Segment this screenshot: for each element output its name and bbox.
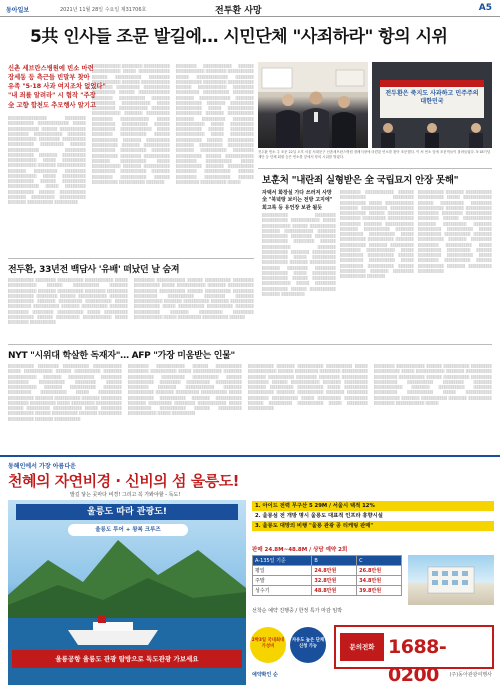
price-cell: 26.8만원 [357,566,402,576]
ad-company: (주)동아관광여행사 [449,672,492,678]
article2-body-col1: ░░░░░░░░░░ ░░░░░░░░ ░░░░░░░░░░ ░░░░░░░░░░░ ░░░░░ ░░░░░░░░░░░ ░░░░░░ ░░░░░░░░░░ ░░░░░░░ ░░░░░░░░░░░ ░░░░░░░ ░░░░░░░░░░ ░░░░░░░░ ░░░░░░░░ ░░░░░░░░░░ ░░░░░░░░ ░░░░░░ ░░░░░░░░░░░ ░░░░░░░ ░░░░░░░░░░ ░░░░░░░ ░░░░░░░░░ ░░░░░░░░░░ ░░░░░ ░░░░░░░░░ ░░░░░░░░░░ ░░░░░░░ ░░░░░░░░░░ ░░░░░░░ ░░░░░░░░ ░░░░░░░░ ░░░░░░░░░░ ░░░░░ ░░░░░░░░░ ░░░░░░░░░░ ░░░░░░ ░░░░░░░░░ ░░░░░░░░░░░ ░░░░░ ░░░░░░░░ ░░░░░░░░░░ ░░░░░░ ░░░░░░░░░░ ░░░░░░░ ░░░░░░░░░ [262,213,336,296]
divider [258,168,492,169]
protest-photo [372,62,492,148]
subhead: "내 죄를 알려라" 시 혐작 "주장 [8,92,96,100]
divider [8,258,254,259]
subhead: 신촌 세브란스병원에 빈소 마련 [8,65,94,72]
article3-headline: 전두환, 33년전 백담사 '유배' 떠났던 날 숨져 [8,265,180,275]
ad-feature-item: 2. 울릉섬 전 개방 명시 울릉도 대표적 인프라 휴향시설 [255,513,383,520]
ad-ticket-label: 울릉도 투어 + 왕복 크루즈 [68,524,188,536]
ad-phone-number[interactable]: 1688-0200 [388,636,447,686]
subhead: 자택서 화장실 가다 쓰러져 사망 [262,190,332,196]
ad-hotel-photo [408,555,494,605]
ad-title: 천혜의 자연비경 · 신비의 섬 울릉도! [8,472,240,490]
subhead: 장세동 등 측근들 빈말부 찾아 [8,74,90,82]
price-cell: 34.8만원 [357,576,402,586]
price-cell: 24.8만원 [312,566,357,576]
article2-subheads [262,190,332,212]
ad-sub-banner: 울릉공항 울릉도 관광 탐방으로 독도관광 가보세요 [12,650,242,668]
ad-badge-1: 2박3일 국내최대 가성비 [250,627,286,663]
ad-banner: 울릉도 따라 관광도! [16,504,238,520]
main-headline: 5共 인사들 조문 발길에… 시민단체 "사죄하라" 항의 시위 [30,27,448,47]
page-number: A5 [478,3,492,13]
article3-body-col2: ░░░░░░░░ ░░░░░░░░░░░ ░░░░░░ ░░░░░░░░░░ ░░░░░░░░ ░░░░░░░░░░ ░░░░░ ░░░░░░░░░░░ ░░░░░░░ ░░░░░░░░░░ ░░░░░░░░░ ░░░░░░░░░░ ░░░░░░ ░░░░░░░░░░ ░░░░░░░░ ░░░░░░░░░ ░░░░░░░░░░ ░░░░░░░░ ░░░░░░░ ░░░░░░░░░░░ ░░░░░░░ ░░░░░░░░░░ ░░░░░░░ ░░░░░░░░░ ░░░░░░░░░░ ░░░░░ ░░░░░░░░░░ ░░░░░░░░░░ ░░░░░░░ ░░░░░░░░░░ ░░░░░░░ ░░░░░░░░░ ░░░░░░░░ ░░░░░░░░░░░ ░░░░░ ░░░░░░░░░ ░░░░░░░░░░ ░░░░░░ [134,278,254,319]
subhead: 유족 "5·18 사과 여지조차 없었다" [8,83,106,91]
article2-body-col3: ░░░░░░░░░░ ░░░░░░░ ░░░░░░░░░░ ░░░░░░░░░░ ░░░░░ ░░░░░░░░░░░ ░░░░░░ ░░░░░░░░░ ░░░░░░░░ ░░░░░░░░░░ ░░░░░░░ ░░░░░░░░░░ ░░░░░░░░ ░░░░░░░░ ░░░░░░░░░░ ░░░░░░░░ ░░░░░░ ░░░░░░░░░░░ ░░░░░░░ ░░░░░░░░░ ░░░░░░░ ░░░░░░░░░ ░░░░░░░░░░ ░░░░░ ░░░░░░░░░ ░░░░░░░░░░ ░░░░░░░ ░░░░░░░░░░ ░░░░░░░ ░░░░░░░░ ░░░░░░░░ ░░░░░░░░░░ ░░░░░ ░░░░░░░░░ ░░░░░░░░░ ░░░░░░ ░░░░░░░░░ ░░░░░░░░░░ ░░░░░ ░░░░░░░░ ░░░░░░░░░░ ░░░░░░ ░░░░░░░░░░ ░░░░░░░ ░░░░░░░░░ ░░░░░░░░░░ [418,190,492,273]
article1-body-col3: ░░░░░░░░ ░░░░░░░░░░░ ░░░░░░ ░░░░░░░░░░░ ░░░░░░░░ ░░░░░░░░░░ ░░░░░ ░░░░░░░░░░░░ ░░░░░░░ ░░░░░░░░░░ ░░░░░░░░░ ░░░░░░░░░░ ░░░░░░ ░░░░░░░░░░░ ░░░░░░░░ ░░░░░░░░░ ░░░░░░░░░░ ░░░░░░░░ ░░░░░░░ ░░░░░░░░░░░░ ░░░░░░░ ░░░░░░░░░░ ░░░░░░░ ░░░░░░░░░ ░░░░░░░░░░ ░░░░░ ░░░░░░░░░░ ░░░░░░░░░░ ░░░░░░░ ░░░░░░░░░░ ░░░░░░░ ░░░░░░░░░ ░░░░░░░░ ░░░░░░░░░░░ ░░░░░ ░░░░░░░░░ ░░░░░░░░░░ ░░░░░░ ░░░░░░░░░ ░░░░░░░░░░░ ░░░░░ ░░░░░░░░░ ░░░░░░░░░░ ░░░░░░ ░░░░░░░░░░ ░░░░░░░ ░░░░░░░░░ ░░░░░░░░░░ ░░░░░░░ ░░░░░░░░░░ ░░░░░░░░ ░░░░░░░░░░ ░░░░░░ ░░░░░░░░░░░ ░░░░░░░░ ░░░░░░░░░░ ░░░░░ ░░░░░░░░░░ ░░░░░░░ ░░░░░░░░░░ ░░░░░░░░ ░░░░░░░░░░ ░░░░░░ ░░░░░░░░ ░░░░░░░░░░ ░░░░░░ ░░░░░░░░░ ░░░░░░░░░░ ░░░░░ [176,64,254,184]
article2-body-col2: ░░░░░░░░ ░░░░░░░░░░░ ░░░░░░ ░░░░░░░░░░ ░░░░░░░░ ░░░░░░░░░░ ░░░░░ ░░░░░░░░░░░ ░░░░░░░ ░░░░░░░░░░ ░░░░░░░░░ ░░░░░░░░░░ ░░░░░░ ░░░░░░░░░░ ░░░░░░░░ ░░░░░░░░░ ░░░░░░░░░░ ░░░░░░░░ ░░░░░░░ ░░░░░░░░░░░ ░░░░░░░ ░░░░░░░░░░ ░░░░░░░ ░░░░░░░░░ ░░░░░░░░░░ ░░░░░ ░░░░░░░░░░ ░░░░░░░░░░ ░░░░░░░ ░░░░░░░░░░ ░░░░░░░ ░░░░░░░░░ ░░░░░░░░ ░░░░░░░░░░░ ░░░░░ ░░░░░░░░░ ░░░░░░░░░░ ░░░░░░ ░░░░░░░░░ ░░░░░░░░░░ ░░░░░ ░░░░░░░░░ ░░░░░░░░░░ ░░░░░░ ░░░░░░░░░░ ░░░░░░░ ░░░░░░░░ ░░░░░░░░░░ ░░░░░░░ [340,190,414,279]
price-header-cell: C [357,556,402,566]
newspaper-name: 동아일보 [6,7,30,14]
ad-hotline-label: 문의전화 [340,633,384,661]
ad-booking-label: 예약확인 순 [252,672,278,678]
subhead: 회고록 등 유언장 보관 될듯 [262,204,323,211]
mourner-photo-graphic [258,62,368,148]
price-cell: 39.8만원 [357,586,402,596]
hotel-graphic [408,555,494,605]
price-cell: 48.8만원 [312,586,357,596]
ad-bottom-note: 선착순 예약 진행중 / 한정 특가 마감 임박 [252,608,343,614]
advertisement[interactable] [0,455,500,691]
article4-headline: NYT "시위대 학살한 독재자"… AFP "가장 미움받는 인물" [8,351,235,361]
price-cell: 32.8만원 [312,576,357,586]
ad-tagline: 동해인에서 가장 아름다운 [8,463,76,470]
price-header-cell: B [312,556,357,566]
mourner-photo [258,62,368,148]
article1-photo-caption: 전두환 빈소 주 조문 22일 오후 서울 서대문구 신촌세브란스병원 장례식장에 마련된 빈소를 찾아 조문했다. 이 씨 빈소 앞에 조문객들이 몰려들었다. 5·18기념재단 등 단체 회원 등은 빈소를 앞에서 항의 시위를 벌였다. [258,150,491,160]
divider [8,344,492,345]
section-title: 전투환 사망 [215,6,262,16]
article4-body-col1: ░░░░░░░░░░ ░░░░░░░░ ░░░░░░░░░░ ░░░░░░░░░░░ ░░░░░ ░░░░░░░░░░░ ░░░░░░ ░░░░░░░░░░ ░░░░░░░ ░░░░░░░░░░░ ░░░░░░░ ░░░░░░░░░░ ░░░░░░░░ ░░░░░░░░ ░░░░░░░░░░ ░░░░░░░░ ░░░░░░ ░░░░░░░░░░░ ░░░░░░░ ░░░░░░░░░░ ░░░░░░░ ░░░░░░░░░ ░░░░░░░░░░ ░░░░░ ░░░░░░░░░ ░░░░░░░░░░ ░░░░░░░ ░░░░░░░░░░ ░░░░░░░ ░░░░░░░░ ░░░░░░░░ ░░░░░░░░░░ ░░░░░ ░░░░░░░░░ ░░░░░░░░░░ ░░░░░░ ░░░░░░░░░ ░░░░░░░░░░░ ░░░░░ ░░░░░░░░ ░░░░░░░░░░ ░░░░░░ ░░░░░░░░░░ ░░░░░░░ ░░░░░░░░░ ░░░░░░░░░░ ░░░░░░░ ░░░░░░░░░░ [8,364,122,421]
ad-subtitle: 발길 닿는 곳마다 비경! 그리고 꼭 가봐야할 - 독도! [70,492,181,498]
ad-feature-item: 3. 울릉도 대망의 비행 "울릉 관광 공 티케팅 판매" [252,521,494,531]
article4-body-col4: ░░░░░░░░ ░░░░░░░░░░░ ░░░░░░ ░░░░░░░░░░ ░░░░░░░░ ░░░░░░░░░░ ░░░░░ ░░░░░░░░░░░ ░░░░░░░ ░░░░░░░░░░ ░░░░░░░░░ ░░░░░░░░░░ ░░░░░░ ░░░░░░░░░░ ░░░░░░░░ ░░░░░░░░░ ░░░░░░░░░░ ░░░░░░░░ ░░░░░░░ ░░░░░░░░░░░ ░░░░░░░ ░░░░░░░░░░ ░░░░░░░ ░░░░░░░░░ ░░░░░░░░░░ ░░░░░ ░░░░░░░░░░ ░░░░░░░░░░ ░░░░░░░ ░░░░░░░░░░ ░░░░░░░ ░░░░░░░░░ ░░░░░░░░ ░░░░░░░░░░░ ░░░░░ [374,364,492,405]
article1-body-col1: ░░░░░░░░░░░░░░░ ░░░░░░░░ ░░░░░░░░░░ ░░░░░░░░░░░░ ░░░░░ ░░░░░░░░░░░░ ░░░░░░ ░░░░░░░░░░ ░░░░░░░░ ░░░░░░░░░░░ ░░░░░░░ ░░░░░░░░░░░ ░░░░░░░░ ░░░░░░░░░ ░░░░░░░░░░ ░░░░░░░░░ ░░░░░░ ░░░░░░░░░░░░ ░░░░░░░░ ░░░░░░░░░░ ░░░░░░░ ░░░░░░░░░ ░░░░░░░░░░░ ░░░░░ ░░░░░░░░░ ░░░░░░░░░░░ ░░░░░░░ ░░░░░░░░░░░ ░░░░░░░ ░░░░░░░░░ ░░░░░░░░ ░░░░░░░░░░░ ░░░░░ ░░░░░░░░░ ░░░░░░░░░░ ░░░░░░ ░░░░░░░░░ ░░░░░░░░░░░░ ░░░░░ ░░░░░░░░ ░░░░░░░░░░ ░░░░░░ ░░░░░░░░░░ ░░░░░░░ ░░░░░░░░░ ░░░░░░░░░░ ░░░░░░░ ░░░░░░░░░░ ░░░░░░░░░ [8,116,86,205]
ad-price-table [252,555,402,596]
article2-headline: 보훈처 "내란죄 실형받은 全 국립묘지 안장 못해" [262,175,459,186]
price-cell: 주말 [253,576,312,586]
article4-body-col3: ░░░░░░░░░░ ░░░░░░░ ░░░░░░░░░░ ░░░░░░░░░░ ░░░░░ ░░░░░░░░░░░ ░░░░░░ ░░░░░░░░░ ░░░░░░░░ ░░░░░░░░░░ ░░░░░░░ ░░░░░░░░░░ ░░░░░░░░ ░░░░░░░░ ░░░░░░░░░░ ░░░░░░░░ ░░░░░░ ░░░░░░░░░░░ ░░░░░░░ ░░░░░░░░░ ░░░░░░░ ░░░░░░░░░ ░░░░░░░░░░ ░░░░░ ░░░░░░░░░ ░░░░░░░░░░ ░░░░░░░ ░░░░░░░░░░ ░░░░░░░ ░░░░░░░░ ░░░░░░░░ ░░░░░░░░░░ ░░░░░ ░░░░░░░░░ ░░░░░░░░░ ░░░░░░ ░░░░░░░░░ ░░░░░░░░░░ ░░░░░ ░░░░░░░░ ░░░░░░░░░░ [248,364,368,411]
ad-badge-2: 자유도 높은 단체 신청 가능 [290,627,326,663]
ad-feature-list [252,501,494,531]
subhead: 全 "북녘땅 보이는 전방 고지에" [262,197,333,204]
subhead: 全 고향 합천도 추모행사 알기고 [8,101,97,109]
protest-sign-text: 전두환은 죽지도 사과하고 민주주의 대한민국 [385,90,479,106]
article4-body-col2: ░░░░░░░░ ░░░░░░░░░░░ ░░░░░░ ░░░░░░░░░░ ░░░░░░░░ ░░░░░░░░░░ ░░░░░ ░░░░░░░░░░░ ░░░░░░░ ░░░░░░░░░░ ░░░░░░░░░ ░░░░░░░░░░ ░░░░░░ ░░░░░░░░░░ ░░░░░░░░ ░░░░░░░░░ ░░░░░░░░░░ ░░░░░░░░ ░░░░░░░ ░░░░░░░░░░░ ░░░░░░░ ░░░░░░░░░░ ░░░░░░░ ░░░░░░░░░ ░░░░░░░░░░ ░░░░░ ░░░░░░░░░░ ░░░░░░░░░░ ░░░░░░░ ░░░░░░░░░░ ░░░░░░░ ░░░░░░░░░ ░░░░░░░░ ░░░░░░░░░░░ ░░░░░ ░░░░░░░░░ ░░░░░░░░░░ ░░░░░░ ░░░░░░░░░ ░░░░░░░░░░░ ░░░░░ ░░░░░░░░░ [128,364,242,416]
article1-body-col2: ░░░░░░░░░░░ ░░░░░░░░ ░░░░░░░░░░ ░░░░░░░░░░░ ░░░░░ ░░░░░░░░░░░░ ░░░░░░ ░░░░░░░░░░ ░░░░░░░░ ░░░░░░░░░░░ ░░░░░░░ ░░░░░░░░░░░ ░░░░░░░░ ░░░░░░░░░ ░░░░░░░░░░ ░░░░░░░░░ ░░░░░░ ░░░░░░░░░░░░ ░░░░░░░░ ░░░░░░░░░░ ░░░░░░░ ░░░░░░░░░ ░░░░░░░░░░░ ░░░░░ ░░░░░░░░░ ░░░░░░░░░░░ ░░░░░░░ ░░░░░░░░░░░ ░░░░░░░ ░░░░░░░░░ ░░░░░░░░ ░░░░░░░░░░░ ░░░░░ ░░░░░░░░░ ░░░░░░░░░░ ░░░░░░ ░░░░░░░░░ ░░░░░░░░░░░░ ░░░░░ ░░░░░░░░ ░░░░░░░░░░ ░░░░░░ ░░░░░░░░░░ ░░░░░░░ ░░░░░░░░░ ░░░░░░░░░░ ░░░░░░░ ░░░░░░░░░░ ░░░░░░░░░ ░░░░░░░░░░ ░░░░░░░ ░░░░░░░░░░ ░░░░░░░░ ░░░░░░░░░░ ░░░░░░░ ░░░░░░░░░░ ░░░░░ ░░░░░░░░░░░ ░░░░░░░ ░░░░░░░░░░ ░░░░░░░░░ ░░░░░░░░░░ ░░░░░░░ ░░░░░░░░ ░░░░░░░░░░ ░░░░░░ ░░░░░░░░░░ ░░░░░░░░░░ ░░░░░░░ [92,64,170,184]
ad-price-title: 판매 24.8M~48.8M / 상담 예약 2회 [252,547,348,553]
article3-body-col1: ░░░░░░░░░░ ░░░░░░░░ ░░░░░░░░░░ ░░░░░░░░░░░ ░░░░░ ░░░░░░░░░░░ ░░░░░░ ░░░░░░░░░░ ░░░░░░░ ░░░░░░░░░░░ ░░░░░░░ ░░░░░░░░░░ ░░░░░░░░ ░░░░░░░░ ░░░░░░░░░░ ░░░░░░░░ ░░░░░░ ░░░░░░░░░░░ ░░░░░░░ ░░░░░░░░░░ ░░░░░░░ ░░░░░░░░░ ░░░░░░░░░░ ░░░░░ ░░░░░░░░░ ░░░░░░░░░░ ░░░░░░░ ░░░░░░░░░░ ░░░░░░░ ░░░░░░░░ ░░░░░░░░ ░░░░░░░░░░ ░░░░░ ░░░░░░░░░ ░░░░░░░░░░ ░░░░░░ ░░░░░░░░░ ░░░░░░░░░░░ ░░░░░ ░░░░░░░░ ░░░░░░░░░░ [8,278,128,325]
price-cell: 성수기 [253,586,312,596]
ad-feature-item: 1. 아이드 전력 무구산 5 29M / 서울시 택적 12% [252,501,494,511]
ad-scenic-image [8,500,246,685]
price-header-cell: A-135일 기준 [253,556,312,566]
price-cell: 평일 [253,566,312,576]
page-masthead [0,0,500,17]
issue-date: 2021년 11월 28일 수요일 제31706호 [60,7,147,13]
